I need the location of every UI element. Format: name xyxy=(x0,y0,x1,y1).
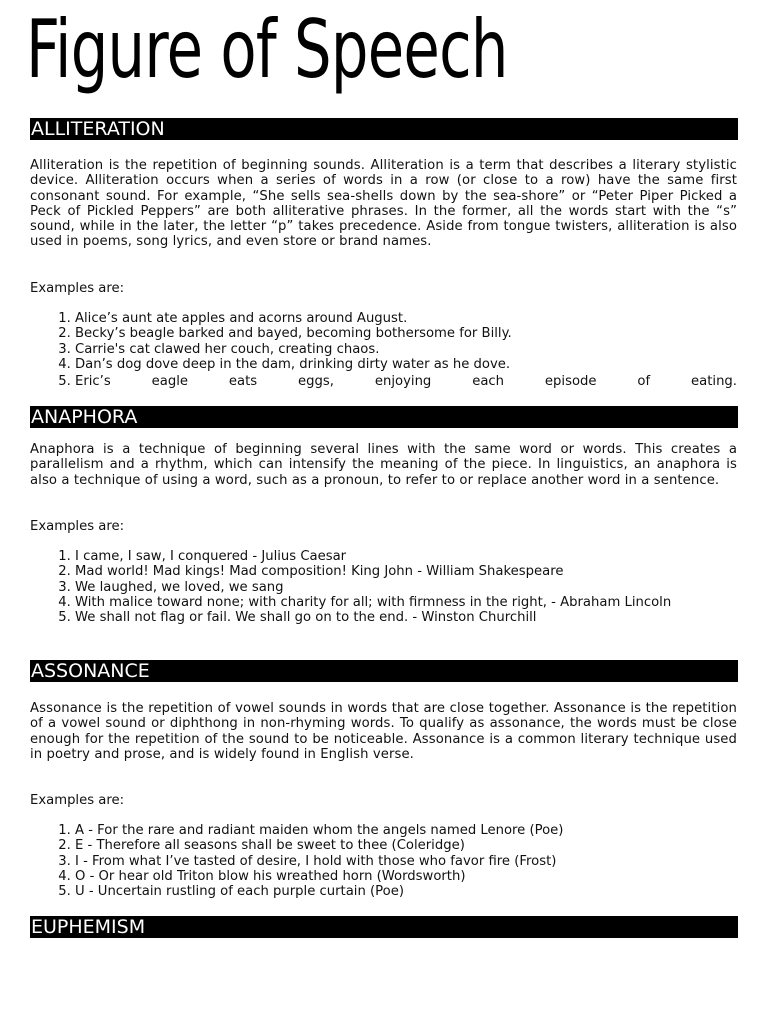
section-heading-anaphora: ANAPHORA xyxy=(30,406,738,428)
list-item: 5. Eric’s eagle eats eggs, enjoying each episode of eating. xyxy=(75,374,737,389)
page-title: Figure of Speech xyxy=(26,3,508,96)
list-item: 1. I came, I saw, I conquered - Julius Caesar xyxy=(75,549,737,564)
list-item: 4. With malice toward none; with charity for all; with firmness in the right, - Abraham Lincoln xyxy=(75,595,737,610)
list-item: 2. Mad world! Mad kings! Mad composition! King John - William Shakespeare xyxy=(75,564,737,579)
list-item: 4. Dan’s dog dove deep in the dam, drinking dirty water as he dove. xyxy=(75,357,737,372)
list-item: 1. A - For the rare and radiant maiden whom the angels named Lenore (Poe) xyxy=(75,823,737,838)
list-item: 3. We laughed, we loved, we sang xyxy=(75,580,737,595)
examples-label: Examples are: xyxy=(30,519,125,534)
list-item: 4. O - Or hear old Triton blow his wreathed horn (Wordsworth) xyxy=(75,869,737,884)
section-body-alliteration: Alliteration is the repetition of beginning sounds. Alliteration is a term that describes a literary stylistic device. Alliteration occurs when a series of words in a row (or close to a row) have the same first consonant sound. For example, “She sells sea-shells down by the sea-shore” or “Peter Piper Picked a Peck of Pickled Peppers” are both alliterative phrases. In the former, all the words start with the “s” sound, while in the later, the letter “p” takes precedence. Aside from tongue twisters, alliteration is also used in poems, song lyrics, and even store or brand names. xyxy=(30,158,737,250)
section-heading-alliteration: ALLITERATION xyxy=(30,118,738,140)
section-heading-euphemism: EUPHEMISM xyxy=(30,916,738,938)
examples-label: Examples are: xyxy=(30,281,125,296)
list-item: 5. U - Uncertain rustling of each purple curtain (Poe) xyxy=(75,884,737,899)
list-item: 3. I - From what I’ve tasted of desire, I hold with those who favor fire (Frost) xyxy=(75,854,737,869)
examples-list-assonance xyxy=(30,823,737,899)
list-item: 2. E - Therefore all seasons shall be sweet to thee (Coleridge) xyxy=(75,838,737,853)
section-body-assonance: Assonance is the repetition of vowel sounds in words that are close together. Assonance is the repetition of a vowel sound or diphthong in non-rhyming words. To qualify as assonance, the words must be close enough for the repetition of the sound to be noticeable. Assonance is a common literary technique used in poetry and prose, and is widely found in English verse. xyxy=(30,701,737,762)
section-body-anaphora: Anaphora is a technique of beginning several lines with the same word or words. This creates a parallelism and a rhythm, which can intensify the meaning of the piece. In linguistics, an anaphora is also a technique of using a word, such as a pronoun, to refer to or replace another word in a sentence. xyxy=(30,442,737,488)
list-item: 1. Alice’s aunt ate apples and acorns around August. xyxy=(75,311,737,326)
list-item: 5. We shall not flag or fail. We shall go on to the end. - Winston Churchill xyxy=(75,610,737,625)
examples-list-anaphora xyxy=(30,549,737,625)
list-item: 2. Becky’s beagle barked and bayed, becoming bothersome for Billy. xyxy=(75,326,737,341)
examples-list-alliteration xyxy=(30,311,737,389)
examples-label: Examples are: xyxy=(30,793,125,808)
list-item: 3. Carrie's cat clawed her couch, creating chaos. xyxy=(75,342,737,357)
section-heading-assonance: ASSONANCE xyxy=(30,660,738,682)
